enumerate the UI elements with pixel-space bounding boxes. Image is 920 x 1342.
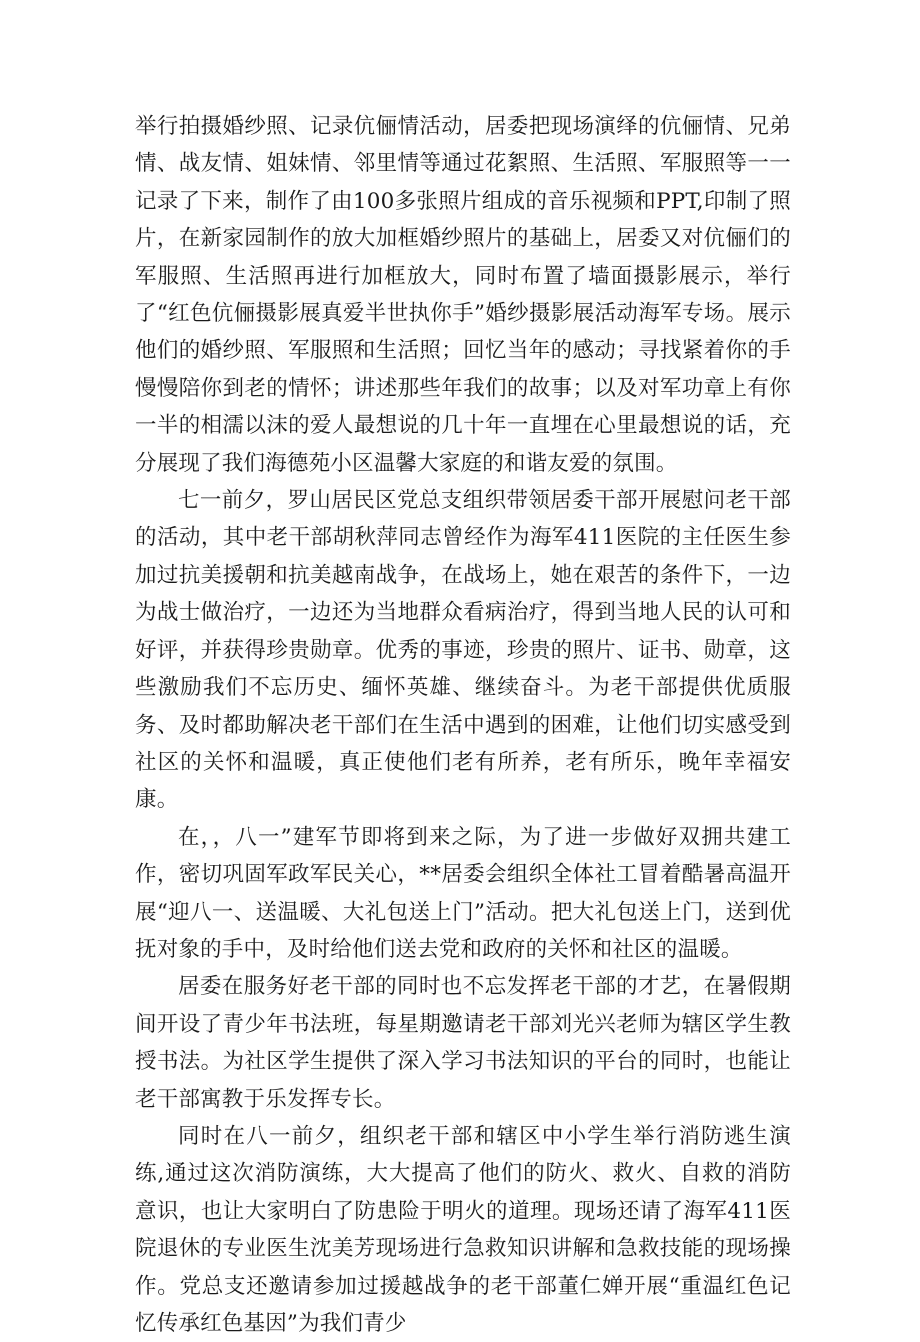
paragraph-army-day-gifts: 在，，八一”建军节即将到来之际，为了进一步做好双拥共建工作，密切巩固军政军民关心，**居委会组织全体社工冒着酷暑高温开展“迎八一、送温暖、大礼包送上门”活动。把大礼包送上门，送到优抚对象的手中，及时给他们送去党和政府的关怀和社区的温暖。 bbox=[135, 824, 791, 962]
paragraph-fire-drill: 同时在八一前夕，组织老干部和辖区中小学生举行消防逃生演练,通过这次消防演练，大大提高了他们的防火、救火、自救的消防意识，也让大家明白了防患险于明火的道理。现场还请了海军411医院退休的专业医生沈美芳现场进行急救知识讲解和急救技能的现场操作。党总支还邀请参加过援越战争的老干部董仁婵开展“重温红色记忆传承红色基因”为我们青少 bbox=[135, 1123, 791, 1336]
document-body bbox=[135, 108, 791, 1342]
paragraph-wedding-photos: 举行拍摄婚纱照、记录伉俪情活动，居委把现场演绎的伉俪情、兄弟情、战友情、姐妹情、邻里情等通过花絮照、生活照、军服照等一一记录了下来，制作了由100多张照片组成的音乐视频和PPT,印制了照片，在新家园制作的放大加框婚纱照片的基础上，居委又对伉俪们的军服照、生活照再进行加框放大，同时布置了墙面摄影展示，举行了“红色伉俪摄影展真爱半世执你手”婚纱摄影展活动海军专场。展示他们的婚纱照、军服照和生活照；回忆当年的感动；寻找紧着你的手慢慢陪你到老的情怀；讲述那些年我们的故事；以及对军功章上有你一半的相濡以沫的爱人最想说的几十年一直埋在心里最想说的话，充分展现了我们海德苑小区温馨大家庭的和谐友爱的氛围。 bbox=[135, 114, 791, 476]
paragraph-calligraphy-class: 居委在服务好老干部的同时也不忘发挥老干部的才艺，在暑假期间开设了青少年书法班，每星期邀请老干部刘光兴老师为辖区学生教授书法。为社区学生提供了深入学习书法知识的平台的同时，也能让老干部寓教于乐发挥专长。 bbox=[135, 974, 791, 1112]
paragraph-july-first-visit: 七一前夕，罗山居民区党总支组织带领居委干部开展慰问老干部的活动，其中老干部胡秋萍同志曾经作为海军411医院的主任医生参加过抗美援朝和抗美越南战争，在战场上，她在艰苦的条件下，一边为战士做治疗，一边还为当地群众看病治疗，得到当地人民的认可和好评，并获得珍贵勋章。优秀的事迹，珍贵的照片、证书、勋章，这些激励我们不忘历史、缅怀英雄、继续奋斗。为老干部提供优质服务、及时都助解决老干部们在生活中遇到的困难，让他们切实感受到社区的关怀和温暖，真正使他们老有所养，老有所乐，晚年幸福安康。 bbox=[135, 488, 791, 813]
